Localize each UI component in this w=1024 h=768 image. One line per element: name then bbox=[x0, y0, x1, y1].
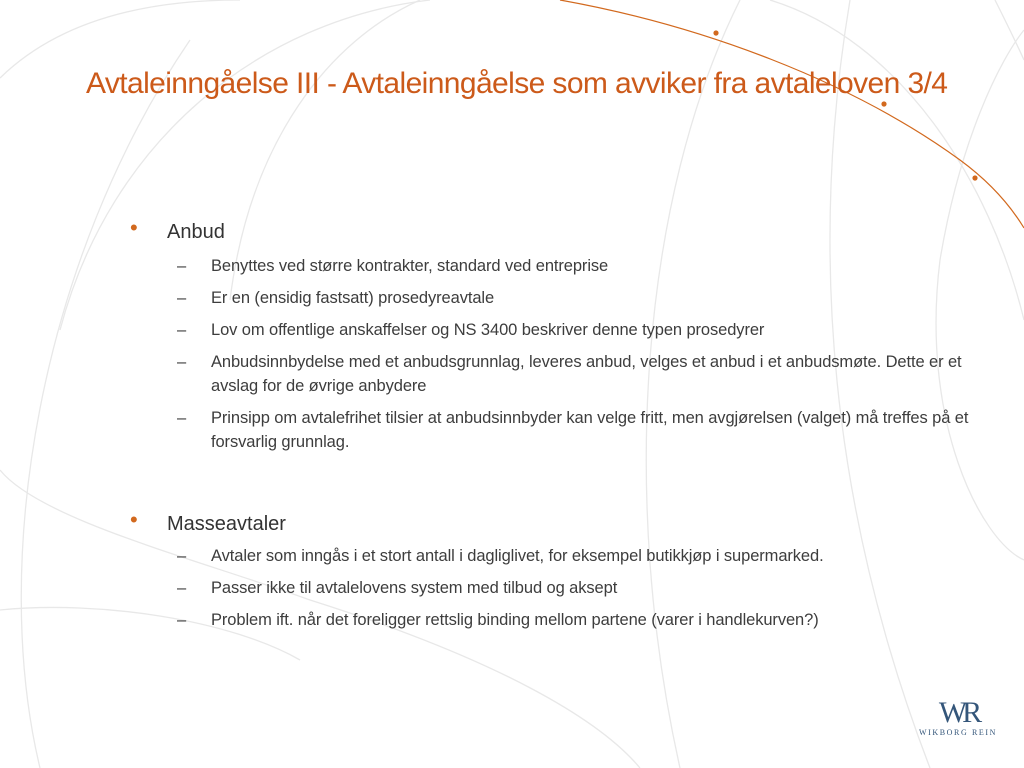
accent-dot-3 bbox=[972, 175, 977, 180]
list-item bbox=[130, 544, 1000, 568]
accent-dot-1 bbox=[713, 30, 718, 35]
dash-icon: – bbox=[177, 289, 187, 307]
list-item bbox=[130, 406, 1000, 454]
list-item-text: Lov om offentlige anskaffelser og NS 3400 beskriver denne typen prosedyrer bbox=[211, 321, 765, 339]
bullet-icon: • bbox=[130, 507, 138, 532]
dash-icon: – bbox=[177, 611, 187, 629]
list-item-text: Avtaler som inngås i et stort antall i dagliglivet, for eksempel butikkjøp i supermarked. bbox=[211, 547, 824, 565]
bullet-item bbox=[130, 215, 1000, 246]
list-item-text: Anbudsinnbydelse med et anbudsgrunnlag, leveres anbud, velges et anbud i et anbudsmøte. Dette er et avslag for de øvrige anbydere bbox=[211, 353, 962, 395]
dash-icon: – bbox=[177, 321, 187, 339]
wr-logo-icon bbox=[930, 694, 986, 726]
bullet-item bbox=[130, 507, 1000, 538]
svg-text:WR: WR bbox=[938, 696, 978, 726]
sub-list bbox=[130, 544, 1000, 632]
dash-icon: – bbox=[177, 579, 187, 597]
logo-name: WIKBORG REIN bbox=[918, 728, 998, 737]
list-item bbox=[130, 286, 1000, 310]
list-item-text: Passer ikke til avtalelovens system med tilbud og aksept bbox=[211, 579, 618, 597]
list-item bbox=[130, 608, 1000, 632]
list-item-text: Prinsipp om avtalefrihet tilsier at anbudsinnbyder kan velge fritt, men avgjørelsen (valget) må treffes på et forsvarlig grunnlag. bbox=[211, 409, 969, 451]
list-item bbox=[130, 350, 1000, 398]
list-item bbox=[130, 576, 1000, 600]
sub-list bbox=[130, 254, 1000, 454]
section-heading: Masseavtaler bbox=[167, 513, 286, 535]
list-item bbox=[130, 254, 1000, 278]
company-logo bbox=[916, 694, 1000, 744]
dash-icon: – bbox=[177, 353, 187, 371]
dash-icon: – bbox=[177, 547, 187, 565]
section-masseavtaler bbox=[130, 507, 1000, 640]
list-item-text: Benyttes ved større kontrakter, standard ved entreprise bbox=[211, 257, 609, 275]
list-item bbox=[130, 318, 1000, 342]
slide-title: Avtaleinngåelse III - Avtaleinngåelse som avviker fra avtaleloven 3/4 bbox=[86, 67, 948, 100]
section-anbud bbox=[130, 215, 1000, 462]
list-item-text: Er en (ensidig fastsatt) prosedyreavtale bbox=[211, 289, 495, 307]
dash-icon: – bbox=[177, 409, 187, 427]
section-heading: Anbud bbox=[167, 221, 225, 243]
dash-icon: – bbox=[177, 257, 187, 275]
list-item-text: Problem ift. når det foreligger rettslig binding mellom partene (varer i handlekurven?) bbox=[211, 611, 819, 629]
bullet-icon: • bbox=[130, 215, 138, 240]
